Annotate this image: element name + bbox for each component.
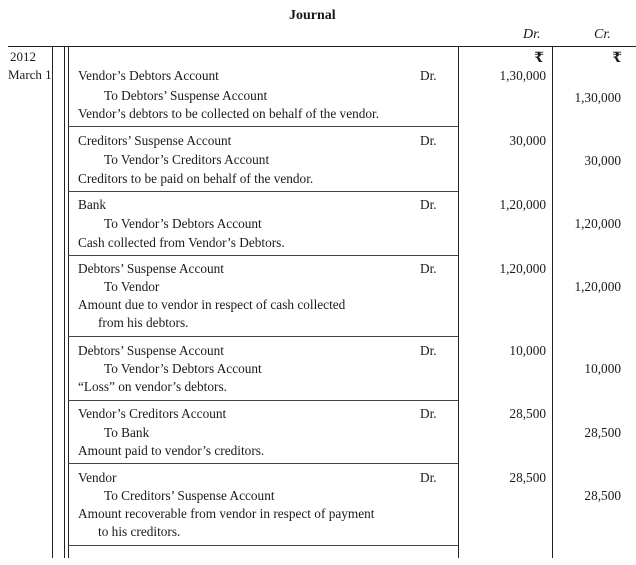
journal-year: 2012 [10,49,36,64]
dr-marker: Dr. [420,68,437,83]
narration: Amount recoverable from vendor in respect of payment [78,506,375,521]
debit-column-rule [552,46,553,558]
credit-account: To Vendor [104,279,160,294]
debit-account: Vendor’s Debtors Account [78,68,219,83]
narration: Vendor’s debtors to be collected on behalf of the vendor. [78,106,380,121]
credit-currency-symbol: ₹ [612,51,622,66]
dr-marker: Dr. [420,133,437,148]
credit-account: To Vendor’s Creditors Account [104,152,270,167]
debit-amount: 30,000 [509,133,546,148]
debit-amount: 1,20,000 [499,197,546,212]
debit-account: Creditors’ Suspense Account [78,133,232,148]
journal-date: March 1 [8,67,52,82]
credit-amount: 1,20,000 [574,279,621,294]
lf-column-rule [64,46,65,558]
credit-account: To Vendor’s Debtors Account [104,361,262,376]
cr-column-header: Cr. [594,27,611,42]
credit-amount: 1,20,000 [574,216,621,231]
dr-marker: Dr. [420,261,437,276]
narration: Cash collected from Vendor’s Debtors. [78,235,285,250]
credit-amount: 28,500 [584,488,621,503]
entry-separator [68,400,458,401]
particulars-left-rule [68,46,69,558]
credit-account: To Vendor’s Debtors Account [104,216,262,231]
date-column-rule [52,46,53,558]
entry-separator [68,463,458,464]
debit-account: Debtors’ Suspense Account [78,343,224,358]
header-rule [8,46,636,47]
entry-separator [68,545,458,546]
narration: Amount paid to vendor’s creditors. [78,443,265,458]
debit-account: Vendor’s Creditors Account [78,406,227,421]
debit-amount: 10,000 [509,343,546,358]
narration: Amount due to vendor in respect of cash collected [78,297,346,312]
narration: Creditors to be paid on behalf of the vendor. [78,171,314,186]
debit-amount: 28,500 [509,406,546,421]
narration-continued: to his creditors. [98,524,181,539]
dr-marker: Dr. [420,197,437,212]
credit-amount: 28,500 [584,425,621,440]
credit-amount: 10,000 [584,361,621,376]
debit-amount: 1,20,000 [499,261,546,276]
dr-marker: Dr. [420,406,437,421]
dr-marker: Dr. [420,470,437,485]
credit-account: To Bank [104,425,150,440]
narration: “Loss” on vendor’s debtors. [78,379,227,394]
narration-continued: from his debtors. [98,315,189,330]
dr-marker: Dr. [420,343,437,358]
entry-separator [68,255,458,256]
debit-account: Bank [78,197,107,212]
credit-account: To Debtors’ Suspense Account [104,88,268,103]
credit-amount: 30,000 [584,153,621,168]
debit-account: Vendor [78,470,117,485]
debit-amount: 28,500 [509,470,546,485]
credit-account: To Creditors’ Suspense Account [104,488,275,503]
debit-account: Debtors’ Suspense Account [78,261,224,276]
credit-amount: 1,30,000 [574,90,621,105]
entry-separator [68,191,458,192]
dr-column-header: Dr. [523,27,541,42]
journal-title: Journal [289,8,336,23]
entry-separator [68,126,458,127]
entry-separator [68,336,458,337]
debit-currency-symbol: ₹ [534,51,544,66]
debit-amount: 1,30,000 [499,68,546,83]
